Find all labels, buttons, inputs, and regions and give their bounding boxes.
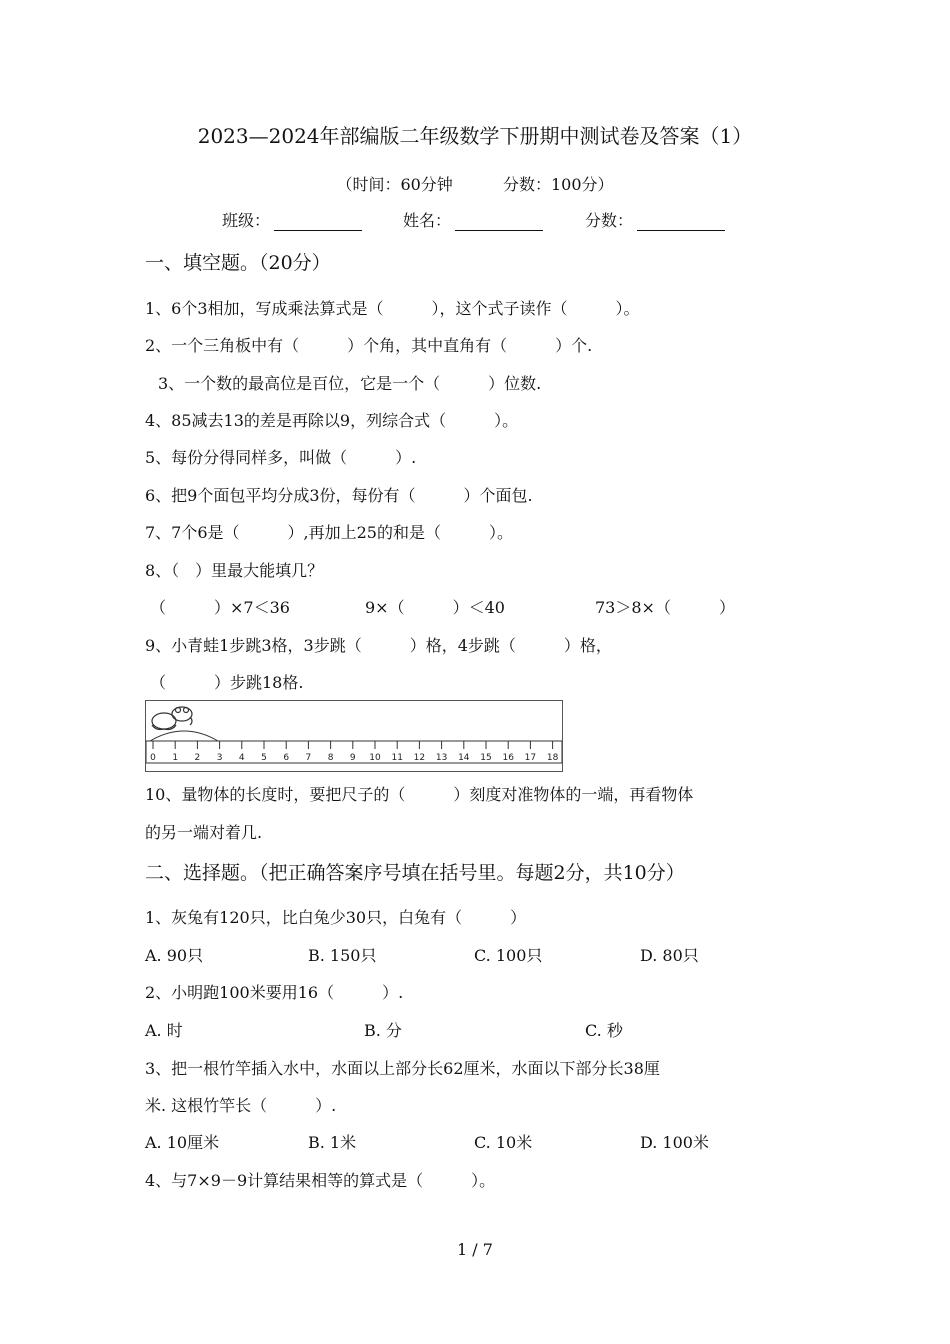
ruler-tick-label: 11 <box>391 753 403 763</box>
ruler-tick-label: 6 <box>283 753 290 763</box>
exam-total-score: 分数：100分） <box>503 175 614 194</box>
s1-question-10-line2: 的另一端对着几. <box>145 823 263 842</box>
s2-question-3-line1: 3、把一根竹竿插入水中，水面以上部分长62厘米，水面以下部分长38厘 <box>145 1059 660 1078</box>
ruler-tick-label: 1 <box>172 753 179 763</box>
s2-q1-option-c: C. 100只 <box>474 946 543 965</box>
ruler-tick-label: 18 <box>546 753 559 763</box>
s2-q2-option-b: B. 分 <box>364 1021 402 1040</box>
s2-q3-option-b: B. 1米 <box>308 1133 357 1152</box>
score-field <box>585 208 725 231</box>
name-field <box>403 208 543 231</box>
score-label: 分数： <box>585 211 634 230</box>
s1-question-5: 5、每份分得同样多，叫做（ ）. <box>145 448 417 467</box>
name-blank[interactable] <box>455 214 543 231</box>
ruler-tick-label: 13 <box>435 753 448 763</box>
class-label: 班级： <box>222 211 271 230</box>
s2-q2-option-a: A. 时 <box>145 1021 183 1040</box>
ruler-ticks <box>153 741 553 749</box>
ruler-tick-label: 16 <box>502 753 514 763</box>
s1-question-3: 3、一个数的最高位是百位，它是一个（ ）位数. <box>158 374 542 393</box>
s1-question-8: 8、（ ）里最大能填几？ <box>145 561 324 580</box>
s1-question-9-line2: （ ）步跳18格. <box>150 673 304 692</box>
class-field <box>222 208 362 231</box>
s1-question-7: 7、7个6是（ ）,再加上25的和是（ ）。 <box>145 523 513 542</box>
s1-question-10-line1: 10、量物体的长度时，要把尺子的（ ）刻度对准物体的一端，再看物体 <box>145 785 694 804</box>
ruler-tick-label: 0 <box>150 753 156 763</box>
s1-question-1: 1、6个3相加，写成乘法算式是（ ），这个式子读作（ ）。 <box>145 299 640 318</box>
name-label: 姓名： <box>403 211 452 230</box>
s1-q8-item-1: （ ）×7＜36 <box>150 598 290 617</box>
s1-q8-item-3: 73＞8×（ ） <box>595 598 735 617</box>
ruler-tick-label: 8 <box>327 753 334 763</box>
ruler-tick-label: 2 <box>194 753 201 763</box>
s2-question-4: 4、与7×9－9计算结果相等的算式是（ ）。 <box>145 1171 496 1190</box>
frog-ruler-figure <box>145 700 563 772</box>
s2-q3-option-a: A. 10厘米 <box>145 1133 220 1152</box>
s2-question-2: 2、小明跑100米要用16（ ）. <box>145 983 404 1002</box>
exam-meta <box>0 172 950 195</box>
class-blank[interactable] <box>274 214 362 231</box>
s2-q1-option-a: A. 90只 <box>145 946 204 965</box>
ruler-tick-label: 9 <box>349 753 356 763</box>
page-number: 1 / 7 <box>457 1240 493 1259</box>
ruler-tick-label: 5 <box>261 753 267 763</box>
ruler-tick-label: 7 <box>305 753 312 763</box>
s2-q3-option-c: C. 10米 <box>474 1133 533 1152</box>
s2-q1-option-b: B. 150只 <box>308 946 377 965</box>
ruler-tick-label: 10 <box>369 753 381 763</box>
s1-question-2: 2、一个三角板中有（ ）个角，其中直角有（ ）个. <box>145 336 593 355</box>
frog-icon <box>152 707 192 730</box>
ruler-tick-label: 4 <box>238 753 245 763</box>
ruler-tick-label: 3 <box>216 753 223 763</box>
ruler-tick-label: 17 <box>524 753 537 763</box>
ruler-tick-labels <box>150 753 558 763</box>
jump-arc <box>150 731 218 741</box>
section1-heading: 一、填空题。（20分） <box>145 252 331 274</box>
s2-q3-option-d: D. 100米 <box>640 1133 709 1152</box>
ruler-tick-label: 12 <box>413 753 426 763</box>
ruler-tick-label: 14 <box>458 753 470 763</box>
s1-question-4: 4、85减去13的差是再除以9，列综合式（ ）。 <box>145 411 519 430</box>
s2-question-1: 1、灰兔有120只，比白兔少30只，白兔有（ ） <box>145 908 527 927</box>
s1-q8-item-2: 9×（ ）＜40 <box>365 598 505 617</box>
page-title: 2023—2024年部编版二年级数学下册期中测试卷及答案（1） <box>197 124 753 148</box>
s2-question-3-line2: 米. 这根竹竿长（ ）. <box>145 1096 337 1115</box>
s2-q1-option-d: D. 80只 <box>640 946 699 965</box>
ruler-tick-label: 15 <box>480 753 492 763</box>
exam-time: （时间：60分钟 <box>336 175 453 194</box>
score-blank[interactable] <box>637 214 725 231</box>
section2-heading: 二、选择题。（把正确答案序号填在括号里。每题2分，共10分） <box>145 862 685 884</box>
s1-question-6: 6、把9个面包平均分成3份，每份有（ ）个面包. <box>145 486 533 505</box>
s1-question-9-line1: 9、小青蛙1步跳3格，3步跳（ ）格，4步跳（ ）格， <box>145 636 612 655</box>
ruler-illustration <box>146 701 562 771</box>
s2-q2-option-c: C. 秒 <box>585 1021 623 1040</box>
